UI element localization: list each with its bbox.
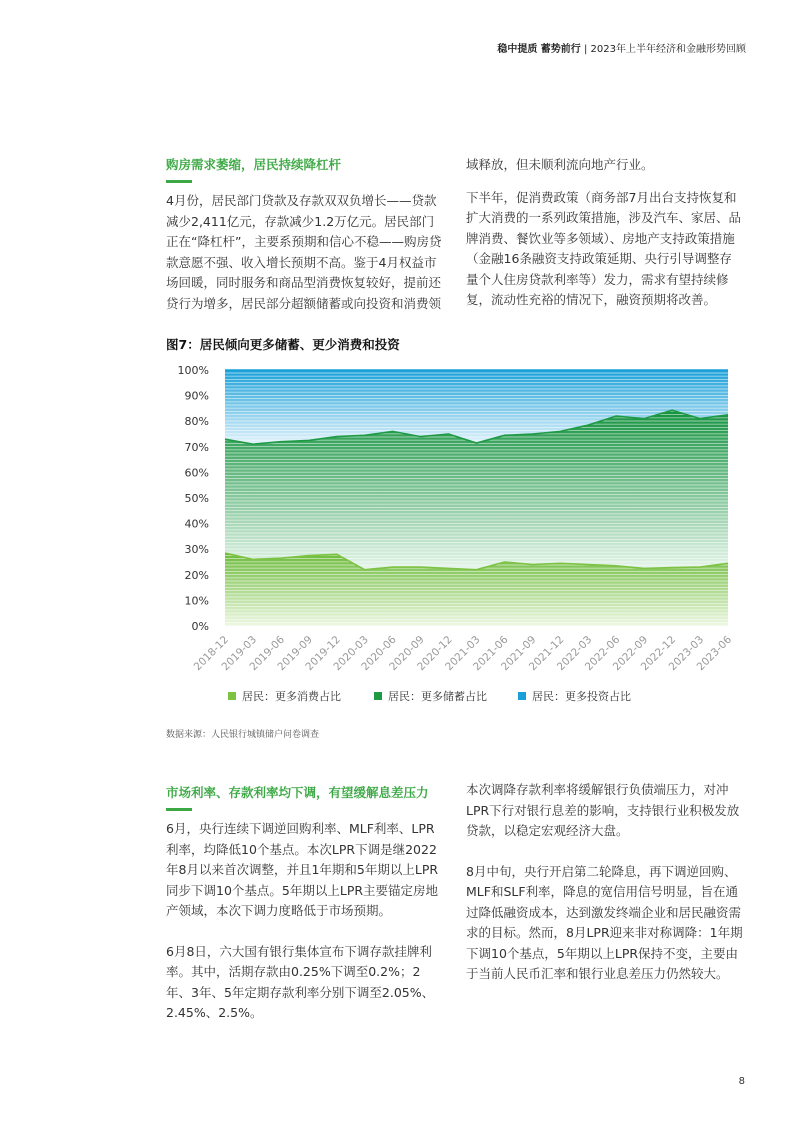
y-tick-label: 10% — [184, 594, 209, 608]
y-tick-label: 40% — [184, 517, 209, 531]
section2-right-paragraph-1: 本次调降存款利率将缓解银行负债端压力，对冲LPR下行对银行息差的影响，支持银行业积极发放贷款，以稳定宏观经济大盘。 — [466, 782, 740, 838]
x-tick-label: 2020-09 — [387, 633, 427, 674]
x-tick-label: 2019-12 — [303, 633, 343, 674]
x-tick-label: 2019-09 — [275, 633, 315, 674]
x-tick-label: 2022-06 — [582, 633, 623, 674]
legend-swatch-2 — [518, 692, 526, 700]
x-tick-label: 2022-12 — [638, 633, 679, 674]
x-tick-label: 2021-12 — [526, 633, 567, 674]
y-tick-label: 60% — [184, 466, 209, 480]
y-tick-label: 70% — [184, 440, 209, 454]
section2-left-column — [166, 783, 443, 1024]
figure-source: 数据来源：人民银行城镇储户问卷调查 — [166, 730, 320, 740]
y-tick-label: 100% — [177, 364, 209, 377]
legend-label-2: 居民：更多投资占比 — [532, 690, 631, 703]
x-tick-label: 2019-03 — [219, 633, 260, 674]
section1-right-paragraph-2: 下半年，促消费政策（商务部7月出台支持恢复和扩大消费的一系列政策措施，涉及汽车、家居、品牌消费、餐饮业等多领域）、房地产支持政策措施（金融16条融资支持政策延期、央行引导调整存量个人住房贷款利率等）发力，需求有望持续修复，流动性充裕的情况下，融资预期将改善。 — [466, 189, 742, 307]
legend-swatch-0 — [228, 692, 236, 700]
x-tick-label: 2021-09 — [499, 633, 539, 674]
legend-label-1: 居民：更多储蓄占比 — [388, 690, 487, 703]
header-sep: | — [580, 44, 591, 55]
x-tick-label: 2018-12 — [191, 633, 232, 674]
section2-title-bar — [166, 808, 192, 811]
legend-label-0: 居民：更多消费占比 — [242, 690, 341, 703]
y-tick-label: 90% — [184, 389, 209, 403]
x-tick-label: 2021-03 — [443, 633, 483, 674]
x-tick-label: 2020-03 — [331, 633, 371, 674]
x-tick-label: 2019-06 — [247, 633, 288, 674]
header-rest: 2023年上半年经济和金融形势回顾 — [590, 44, 746, 55]
x-tick-label: 2020-06 — [359, 633, 399, 674]
section1-left-column — [166, 155, 443, 314]
section1-right-paragraph-1: 域释放，但未顺利流向地产行业。 — [466, 157, 654, 172]
stacked-area-chart — [160, 358, 760, 718]
header-bold: 稳中提质 蓄势前行 — [497, 44, 581, 55]
x-tick-label: 2023-03 — [666, 633, 707, 674]
x-tick-label: 2022-03 — [554, 633, 595, 674]
x-tick-label: 2023-06 — [694, 633, 735, 674]
x-tick-label: 2020-12 — [415, 633, 455, 674]
section2-right-paragraph-2: 8月中旬，央行开启第二轮降息，再下调逆回购、MLF和SLF利率，降息的宽信用信号明显，旨在通过降低融资成本，达到激发终端企业和居民融资需求的目标。然而，8月LPR迎来非对称调降：1年期下调10个基点，5年期以上LPR保持不变，主要由于当前人民币汇率和银行业息差压力仍然较大。 — [466, 863, 743, 981]
y-tick-label: 50% — [184, 492, 209, 505]
section2-right-column — [466, 780, 743, 985]
y-tick-label: 80% — [184, 415, 209, 429]
page-number: 8 — [738, 1076, 745, 1087]
section2-title: 市场利率、存款利率均下调，有望缓解息差压力 — [166, 785, 429, 800]
section1-title: 购房需求萎缩，居民持续降杠杆 — [166, 157, 342, 172]
legend-swatch-1 — [374, 692, 382, 700]
x-tick-label: 2021-06 — [471, 633, 511, 674]
section2-left-paragraph-2: 6月8日，六大国有银行集体宣布下调存款挂牌利率。其中，活期存款由0.25%下调至0.2%；2年、3年、5年定期存款利率分别下调至2.05%、2.45%、2.5%。 — [166, 943, 435, 1020]
y-tick-label: 0% — [191, 620, 209, 633]
section1-right-column — [466, 155, 743, 311]
page-header — [497, 40, 746, 55]
section1-left-paragraph: 4月份，居民部门贷款及存款双双负增长——贷款减少2,411亿元，存款减少1.2万亿元。居民部门正在“降杠杆”，主要系预期和信心不稳——购房贷款意愿不强、收入增长预期不高。鉴于4月权益市场回暖，同时服务和商品型消费恢复较好，提前还贷行为增多，居民部分超额储蓄或向投资和消费领 — [166, 193, 442, 311]
section2-left-paragraph-1: 6月，央行连续下调逆回购利率、MLF利率、LPR利率，均降低10个基点。本次LPR下调是继2022年8月以来首次调整，并且1年期和5年期以上LPR同步下调10个基点。5年期以上LPR主要锚定房地产领域，本次下调力度略低于市场预期。 — [166, 821, 439, 918]
figure-title: 图7：居民倾向更多储蓄、更少消费和投资 — [166, 337, 400, 352]
y-tick-label: 20% — [184, 568, 209, 582]
x-tick-label: 2022-09 — [610, 633, 651, 674]
y-tick-label: 30% — [184, 543, 209, 557]
section1-title-bar — [166, 180, 192, 183]
